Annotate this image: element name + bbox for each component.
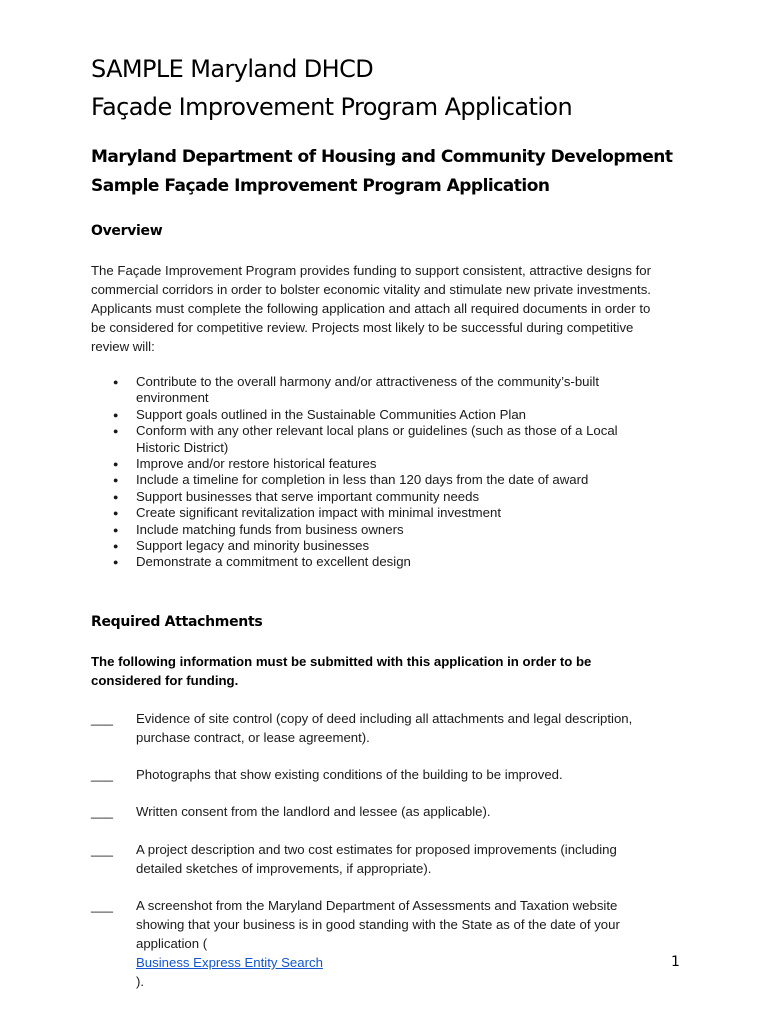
attachment-line: Evidence of site control (copy of deed including all attachments and legal description, — [136, 711, 633, 726]
overview-line: commercial corridors in order to bolster economic vitality and stimulate new private investments. — [91, 282, 651, 297]
criteria-text: ● Create significant revitalization impact with minimal investment — [136, 505, 501, 521]
checkbox-blank: ___ — [91, 767, 114, 782]
attachment-line-prefix: application ( — [136, 936, 208, 951]
criteria-text: ● Contribute to the overall harmony and/or attractiveness of the community’s-built — [136, 374, 600, 389]
attachment-text — [136, 709, 632, 747]
criteria-text: environment — [136, 390, 209, 406]
title-line-1: SAMPLE Maryland DHCD — [91, 55, 374, 83]
checkbox-blank: ___ — [91, 711, 114, 726]
attachment-text — [136, 896, 620, 991]
criteria-text: ● Include a timeline for completion in less than 120 days from the date of award — [136, 472, 589, 488]
subtitle-line-1: Maryland Department of Housing and Community Development — [91, 147, 673, 167]
attachment-text — [136, 840, 617, 878]
criteria-item — [91, 472, 618, 488]
overview-line: Applicants must complete the following application and attach all required documents in order to — [91, 301, 651, 316]
attachment-line-suffix: ). — [136, 974, 145, 989]
attachment-line: A screenshot from the Maryland Department of Assessments and Taxation website — [136, 898, 618, 913]
criteria-item — [91, 505, 618, 521]
attachment-line: Written consent from the landlord and lessee (as applicable). — [136, 804, 491, 819]
criteria-text: ● Support businesses that serve important community needs — [136, 488, 480, 504]
criteria-text: ● Support goals outlined in the Sustainable Communities Action Plan — [136, 406, 527, 422]
attachments-intro-line: considered for funding. — [91, 673, 239, 688]
criteria-list — [91, 374, 618, 571]
criteria-text: ● Include matching funds from business owners — [136, 521, 404, 537]
criteria-item — [91, 538, 618, 554]
criteria-item — [91, 489, 618, 505]
checkbox-blank: ___ — [91, 804, 114, 819]
required-attachments-heading: Required Attachments — [91, 614, 263, 630]
overview-line: be considered for competitive review. Projects most likely to be successful during competitive — [91, 320, 634, 335]
attachments-intro — [91, 652, 591, 690]
criteria-item — [91, 423, 618, 456]
overview-line: review will: — [91, 339, 155, 354]
page-number: 1 — [671, 954, 680, 970]
criteria-text: ● Demonstrate a commitment to excellent design — [136, 554, 411, 570]
business-express-entity-search-link[interactable]: Business Express Entity Search — [136, 955, 323, 970]
attachment-text — [136, 765, 563, 784]
attachments-intro-line: The following information must be submitted with this application in order to be — [91, 654, 592, 669]
attachment-line: purchase contract, or lease agreement). — [136, 730, 370, 745]
attachment-line: showing that your business is in good standing with the State as of the date of your — [136, 917, 620, 932]
criteria-text: ● Support legacy and minority businesses — [136, 538, 370, 554]
criteria-item — [91, 407, 618, 423]
attachment-line — [136, 934, 620, 991]
overview-paragraph — [91, 261, 691, 356]
attachment-text — [136, 802, 491, 821]
criteria-item — [91, 456, 618, 472]
document-title — [91, 50, 572, 126]
title-line-2: Façade Improvement Program Application — [91, 93, 573, 121]
attachment-line: Photographs that show existing conditions of the building to be improved. — [136, 767, 563, 782]
criteria-text: ● Conform with any other relevant local plans or guidelines (such as those of a Local — [136, 423, 618, 439]
attachment-line: detailed sketches of improvements, if appropriate). — [136, 861, 432, 876]
criteria-text: ● Improve and/or restore historical features — [136, 456, 377, 472]
criteria-item — [91, 554, 618, 570]
checkbox-blank: ___ — [91, 842, 114, 857]
criteria-item — [91, 522, 618, 538]
document-subtitle — [91, 143, 672, 201]
overview-line: The Façade Improvement Program provides funding to support consistent, attractive designs for — [91, 263, 652, 278]
criteria-item — [91, 374, 618, 407]
overview-heading: Overview — [91, 223, 163, 239]
subtitle-line-2: Sample Façade Improvement Program Application — [91, 176, 550, 196]
checkbox-blank: ___ — [91, 898, 114, 913]
criteria-text: Historic District) — [136, 439, 229, 455]
attachment-line: A project description and two cost estimates for proposed improvements (including — [136, 842, 617, 857]
